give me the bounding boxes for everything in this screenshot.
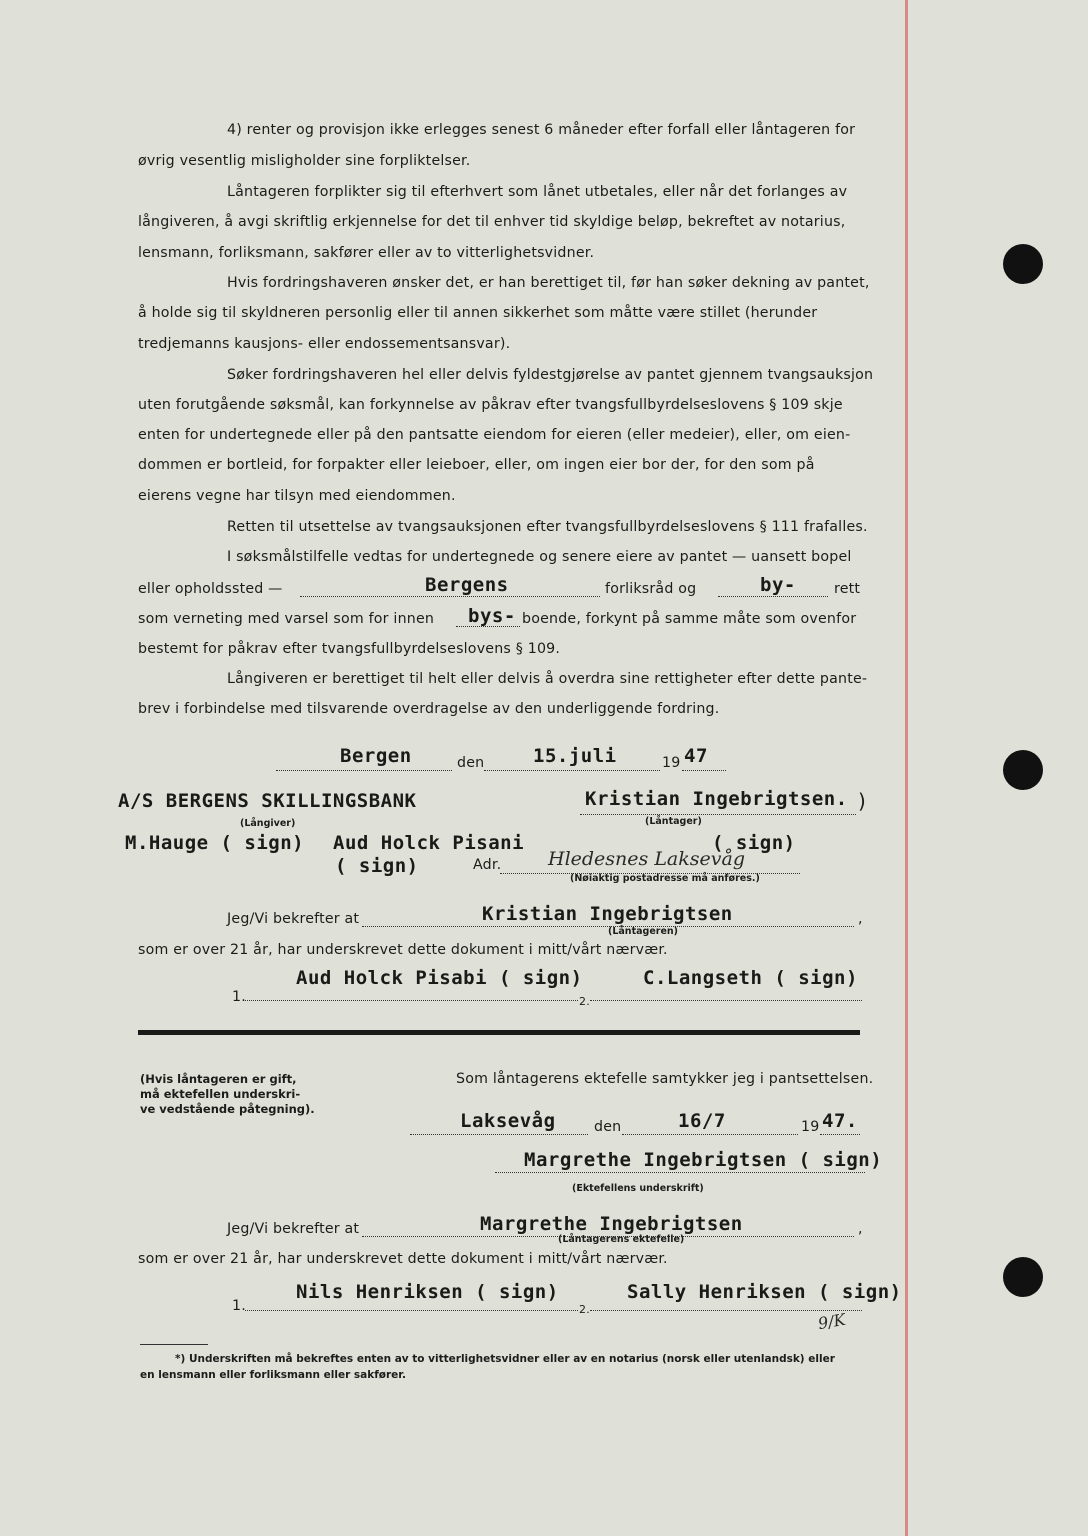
fill-line <box>622 1134 798 1135</box>
consent-text: Som låntagerens ektefelle samtykker jeg i pantsettelsen. <box>456 1071 874 1087</box>
text-line: forliksråd og <box>605 581 697 597</box>
text-line: å holde sig til skyldneren personlig eller til annen sikkerhet som måtte være stillet (herunder <box>138 305 818 321</box>
name-caption: (Låntageren) <box>608 926 678 937</box>
fill-line <box>718 596 828 597</box>
text-line: uten forutgående søksmål, kan forkynnelse av påkrav efter tvangsfullbyrdelseslovens § 109 skje <box>138 397 843 413</box>
lender-signature: M.Hauge ( sign) <box>125 832 305 854</box>
fill-line <box>410 1134 588 1135</box>
address-caption: (Nøiaktig postadresse må anføres.) <box>570 873 760 884</box>
text-line: Långiveren er berettiget til helt eller delvis å overdra sine rettigheter efter dette pante- <box>227 671 868 687</box>
text-line: Låntageren forplikter sig til efterhvert som lånet utbetales, eller når det forlanges av <box>227 184 848 200</box>
court-name: Bergens <box>425 574 509 596</box>
witness-signature: C.Langseth ( sign) <box>643 967 858 989</box>
text-line: eierens vegne har tilsyn med eiendommen. <box>138 488 456 504</box>
fill-line <box>590 1000 862 1001</box>
text-line: Retten til utsettelse av tvangsauksjonen efter tvangsfullbyrdelseslovens § 111 frafalles. <box>227 519 868 535</box>
signing-year: 47 <box>684 745 708 767</box>
initials-handwritten: 9/K <box>816 1309 847 1334</box>
witness-signature: Nils Henriksen ( sign) <box>296 1281 559 1303</box>
court-type: by- <box>760 574 796 596</box>
witness-number: 1. <box>232 1298 246 1314</box>
borrower-caption: (Låntager) <box>645 816 702 827</box>
text-line: som er over 21 år, har underskrevet dette dokument i mitt/vårt nærvær. <box>138 942 668 958</box>
signing-date: 15.juli <box>533 745 617 767</box>
fill-line <box>590 1310 862 1311</box>
text-line: øvrig vesentlig misligholder sine forpliktelser. <box>138 153 471 169</box>
text-line: eller opholdssted — <box>138 581 283 597</box>
punch-hole <box>1003 750 1043 790</box>
fill-line <box>245 1310 578 1311</box>
text-line: I søksmålstilfelle vedtas for undertegnede og senere eiere av pantet — uansett bopel <box>227 549 852 565</box>
footnote-text: en lensmann eller forliksmann eller sakfører. <box>140 1369 406 1381</box>
lender-signature: ( sign) <box>335 855 419 877</box>
text-line: Søker fordringshaveren hel eller delvis fyldestgjørelse av pantet gjennem tvangsauksjon <box>227 367 874 383</box>
text-line: Jeg/Vi bekrefter at <box>227 911 360 927</box>
punch-hole <box>1003 1257 1043 1297</box>
signature-caption: (Ektefellens underskrift) <box>572 1183 704 1194</box>
text-line: långiveren, å avgi skriftlig erkjennelse for det til enhver tid skyldige beløp, bekreftet av notarius, <box>138 214 846 230</box>
comma: , <box>858 1221 863 1237</box>
text-line: bestemt for påkrav efter tvangsfullbyrdelseslovens § 109. <box>138 641 561 657</box>
spouse-note: må ektefellen underskri- <box>140 1087 301 1101</box>
footnote-rule <box>140 1344 208 1345</box>
spouse-year: 47. <box>822 1110 858 1132</box>
den-label: den <box>457 755 485 771</box>
witness-number: 2. <box>579 995 590 1008</box>
fill-line <box>484 770 660 771</box>
fill-line <box>276 770 452 771</box>
footnote-text: *) Underskriften må bekreftes enten av to vitterlighetsvidner eller av en notarius (norsk eller utenlandsk) eller <box>175 1353 835 1365</box>
lender-name: A/S BERGENS SKILLINGSBANK <box>118 790 417 812</box>
text-line: rett <box>834 581 861 597</box>
fill-line <box>495 1172 865 1173</box>
comma: , <box>858 911 863 927</box>
year-prefix: 19 <box>662 755 681 771</box>
lender-caption: (Långiver) <box>240 818 296 829</box>
punch-hole <box>1003 244 1043 284</box>
margin-line <box>905 0 908 1536</box>
text-line: enten for undertegnede eller på den pantsatte eiendom for eieren (eller medeier), eller, om eien- <box>138 427 851 443</box>
text-line: Hvis fordringshaveren ønsker det, er han berettiget til, før han søker dekning av pantet, <box>227 275 870 291</box>
address-label: Adr. <box>473 857 502 873</box>
witness-number: 2. <box>579 1303 590 1316</box>
separator-rule <box>138 1030 860 1035</box>
fill-line <box>682 770 726 771</box>
lender-signature: Aud Holck Pisani <box>333 832 525 854</box>
text-line: boende, forkynt på samme måte som ovenfor <box>522 611 857 627</box>
den-label: den <box>594 1119 622 1135</box>
spouse-note: (Hvis låntageren er gift, <box>140 1072 297 1086</box>
signing-place: Bergen <box>340 745 412 767</box>
text-line: dommen er bortleid, for forpakter eller leieboer, eller, om ingen eier bor der, for den som på <box>138 457 815 473</box>
fill-line <box>245 1000 578 1001</box>
residence-type: bys- <box>468 605 516 627</box>
witness-number: 1. <box>232 989 246 1005</box>
text-line: som er over 21 år, har underskrevet dette dokument i mitt/vårt nærvær. <box>138 1251 668 1267</box>
fill-line <box>820 1134 860 1135</box>
text-line: brev i forbindelse med tilsvarende overdragelse av den underliggende fordring. <box>138 701 720 717</box>
borrower-confirmed-name: Kristian Ingebrigtsen <box>482 903 733 925</box>
spouse-confirmed-name: Margrethe Ingebrigtsen <box>480 1213 743 1235</box>
spouse-date: 16/7 <box>678 1110 726 1132</box>
text-line: 4) renter og provisjon ikke erlegges senest 6 måneder efter forfall eller låntageren for <box>227 122 856 138</box>
spouse-place: Laksevåg <box>460 1110 556 1132</box>
witness-signature: Aud Holck Pisabi ( sign) <box>296 967 583 989</box>
borrower-signature: ( sign) <box>712 832 796 854</box>
borrower-name: Kristian Ingebrigtsen. <box>585 788 848 810</box>
year-prefix: 19 <box>801 1119 820 1135</box>
text-line: som verneting med varsel som for innen <box>138 611 435 627</box>
spouse-note: ve vedstående påtegning). <box>140 1102 315 1116</box>
paren: ) <box>858 789 867 813</box>
spouse-signature: Margrethe Ingebrigtsen ( sign) <box>524 1149 883 1171</box>
text-line: Jeg/Vi bekrefter at <box>227 1221 360 1237</box>
text-line: lensmann, forliksmann, sakfører eller av to vitterlighetsvidner. <box>138 245 595 261</box>
name-caption: (Låntagerens ektefelle) <box>558 1234 685 1245</box>
witness-signature: Sally Henriksen ( sign) <box>627 1281 902 1303</box>
text-line: tredjemanns kausjons- eller endossementsansvar). <box>138 336 511 352</box>
fill-line <box>300 596 600 597</box>
fill-line <box>580 814 856 815</box>
address-handwritten: Hledesnes Laksevåg <box>548 848 745 870</box>
